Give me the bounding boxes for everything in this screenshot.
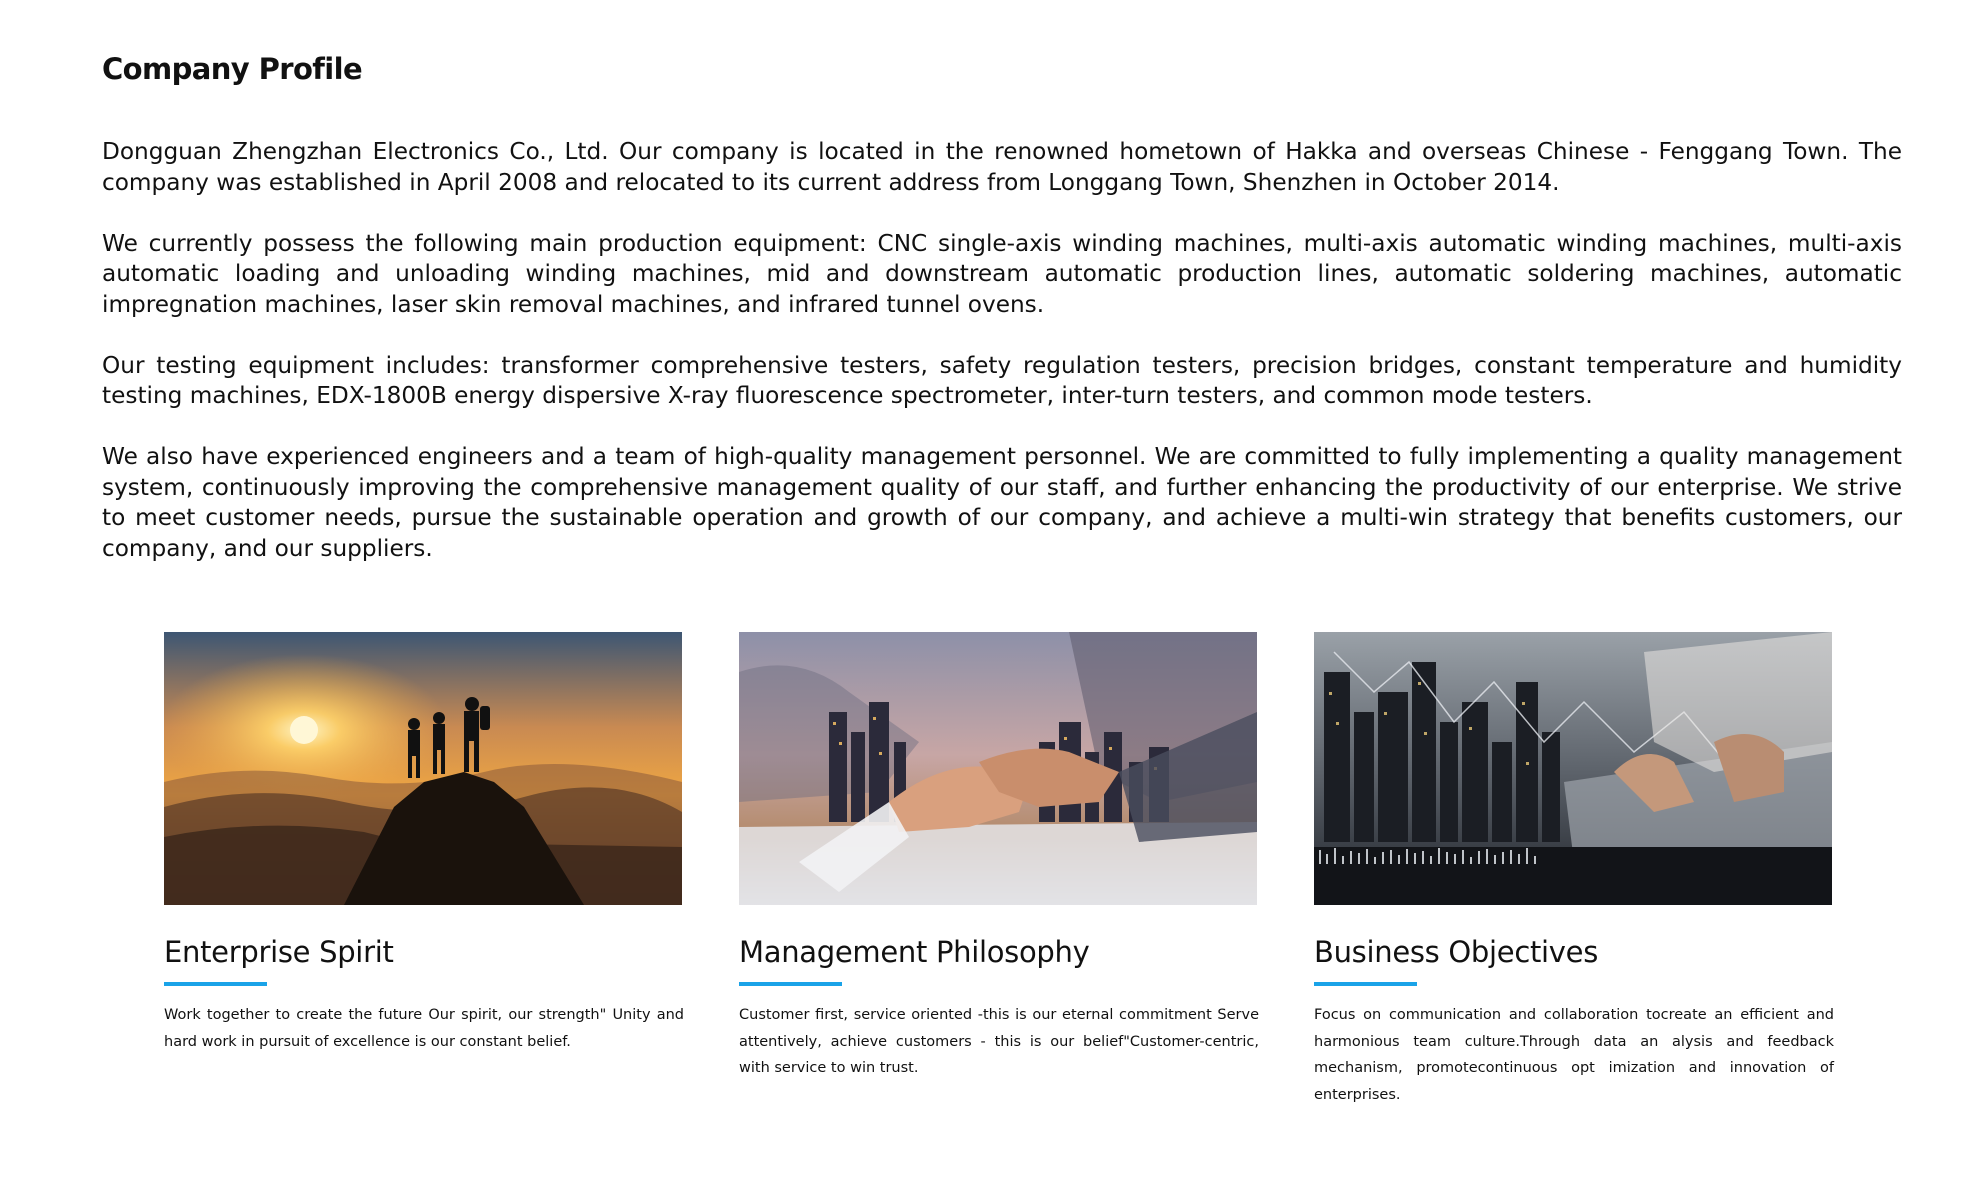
handshake-city-image — [739, 632, 1257, 905]
city-data-tablet-image — [1314, 632, 1832, 905]
card-title: Enterprise Spirit — [164, 935, 394, 969]
card-enterprise-spirit — [164, 632, 684, 1050]
page-title: Company Profile — [102, 52, 363, 86]
title-underline — [164, 982, 267, 986]
intro-paragraph-team: We also have experienced engineers and a team of high-quality management personnel. We are committed to fully implementing a quality management system, continuously improving the comprehensive management quality of our staff, and further enhancing the productivity of our enterprise. We strive to meet customer needs, pursue the sustainable operation and growth of our company, and achieve a multi-win strategy that benefits customers, our company, and our suppliers. — [102, 443, 1902, 562]
title-underline — [739, 982, 842, 986]
card-description: Work together to create the future Our spirit, our strength" Unity and hard work in pursuit of excellence is our constant belief. — [164, 1007, 684, 1050]
card-management-philosophy — [739, 632, 1259, 1076]
title-underline — [1314, 982, 1417, 986]
card-description: Focus on communication and collaboration tocreate an efficient and harmonious team culture.Through data an alysis and feedback mechanism, promotecontinuous opt imization and innovation of enterprises. — [1314, 1007, 1834, 1103]
intro-paragraph-production-equipment: We currently possess the following main production equipment: CNC single-axis winding machines, multi-axis automatic winding machines, multi-axis automatic loading and unloading winding machines, mid and downstream automatic production lines, automatic soldering machines, automatic impregnation machines, laser skin removal machines, and infrared tunnel ovens. — [102, 229, 1902, 318]
card-description: Customer first, service oriented -this is our eternal commitment Serve attentively, achieve customers - this is our belief"Customer-centric, with service to win trust. — [739, 1007, 1259, 1076]
card-title: Business Objectives — [1314, 935, 1599, 969]
intro-paragraph-testing-equipment: Our testing equipment includes: transformer comprehensive testers, safety regulation testers, precision bridges, constant temperature and humidity testing machines, EDX-1800B energy dispersive X-ray fluorescence spectrometer, inter-turn testers, and common mode testers. — [102, 351, 1902, 409]
mountain-climbers-image — [164, 632, 682, 905]
card-business-objectives — [1314, 632, 1834, 1103]
intro-text — [102, 137, 1902, 595]
card-title: Management Philosophy — [739, 935, 1090, 969]
intro-paragraph-location: Dongguan Zhengzhan Electronics Co., Ltd. Our company is located in the renowned hometown of Hakka and overseas Chinese - Fenggang Town. The company was established in April 2008 and relocated to its current address from Longgang Town, Shenzhen in October 2014. — [102, 138, 1902, 196]
